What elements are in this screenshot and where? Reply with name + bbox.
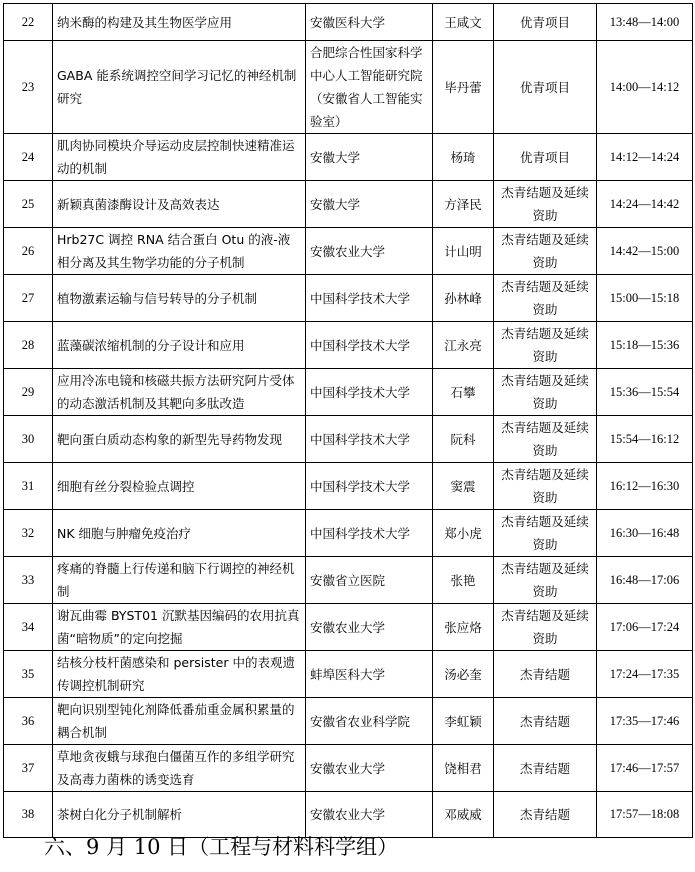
institution: 安徽医科大学: [306, 4, 433, 41]
project-title: 蓝藻碳浓缩机制的分子设计和应用: [53, 322, 306, 369]
table-row: [4, 369, 693, 416]
project-title: 纳米酶的构建及其生物医学应用: [53, 4, 306, 41]
table-row: [4, 41, 693, 134]
row-number: 25: [4, 181, 53, 228]
presenter-name: 石攀: [433, 369, 494, 416]
time-slot: 15:18—15:36: [597, 322, 693, 369]
table-row: [4, 698, 693, 745]
project-type: 杰青结题及延续资助: [494, 181, 597, 228]
project-type: 杰青结题: [494, 698, 597, 745]
project-type: 杰青结题: [494, 745, 597, 792]
row-number: 35: [4, 651, 53, 698]
presenter-name: 张艳: [433, 557, 494, 604]
table-row: [4, 134, 693, 181]
project-type: 杰青结题及延续资助: [494, 416, 597, 463]
project-title: 茶树白化分子机制解析: [53, 792, 306, 838]
table-row: [4, 604, 693, 651]
institution: 安徽农业大学: [306, 604, 433, 651]
time-slot: 17:24—17:35: [597, 651, 693, 698]
project-title: 植物激素运输与信号转导的分子机制: [53, 275, 306, 322]
row-number: 38: [4, 792, 53, 838]
row-number: 28: [4, 322, 53, 369]
time-slot: 16:48—17:06: [597, 557, 693, 604]
row-number: 24: [4, 134, 53, 181]
table-row: [4, 275, 693, 322]
row-number: 37: [4, 745, 53, 792]
presenter-name: 计山明: [433, 228, 494, 275]
institution: 中国科学技术大学: [306, 322, 433, 369]
row-number: 26: [4, 228, 53, 275]
row-number: 23: [4, 41, 53, 134]
institution: 安徽大学: [306, 134, 433, 181]
table-row: [4, 651, 693, 698]
presenter-name: 郑小虎: [433, 510, 494, 557]
institution: 中国科学技术大学: [306, 416, 433, 463]
institution: 安徽省立医院: [306, 557, 433, 604]
institution: 安徽省农业科学院: [306, 698, 433, 745]
institution: 中国科学技术大学: [306, 369, 433, 416]
project-title: 草地贪夜蛾与球孢白僵菌互作的多组学研究及高毒力菌株的诱变选育: [53, 745, 306, 792]
time-slot: 14:42—15:00: [597, 228, 693, 275]
project-title: 细胞有丝分裂检验点调控: [53, 463, 306, 510]
institution: 中国科学技术大学: [306, 275, 433, 322]
row-number: 27: [4, 275, 53, 322]
project-title: GABA 能系统调控空间学习记忆的神经机制研究: [53, 41, 306, 134]
presenter-name: 江永亮: [433, 322, 494, 369]
project-type: 杰青结题及延续资助: [494, 557, 597, 604]
project-title: Hrb27C 调控 RNA 结合蛋白 Otu 的液-液相分离及其生物学功能的分子机制: [53, 228, 306, 275]
project-title: 靶向识别型钝化剂降低番茄重金属积累量的耦合机制: [53, 698, 306, 745]
project-title: 结核分枝杆菌感染和 persister 中的表观遗传调控机制研究: [53, 651, 306, 698]
presenter-name: 方泽民: [433, 181, 494, 228]
presenter-name: 孙林峰: [433, 275, 494, 322]
row-number: 34: [4, 604, 53, 651]
time-slot: 14:00—14:12: [597, 41, 693, 134]
row-number: 32: [4, 510, 53, 557]
presenter-name: 王咸文: [433, 4, 494, 41]
schedule-table: [3, 3, 693, 838]
table-row: [4, 322, 693, 369]
institution: 安徽农业大学: [306, 228, 433, 275]
project-type: 优青项目: [494, 134, 597, 181]
row-number: 33: [4, 557, 53, 604]
project-type: 杰青结题及延续资助: [494, 228, 597, 275]
presenter-name: 邓威威: [433, 792, 494, 838]
project-title: 新颖真菌漆酶设计及高效表达: [53, 181, 306, 228]
project-title: 靶向蛋白质动态构象的新型先导药物发现: [53, 416, 306, 463]
presenter-name: 杨琦: [433, 134, 494, 181]
time-slot: 17:57—18:08: [597, 792, 693, 838]
presenter-name: 毕丹蕾: [433, 41, 494, 134]
presenter-name: 李虹颖: [433, 698, 494, 745]
time-slot: 14:24—14:42: [597, 181, 693, 228]
project-title: NK 细胞与肿瘤免疫治疗: [53, 510, 306, 557]
project-title: 应用冷冻电镜和核磁共振方法研究阿片受体的动态激活机制及其靶向多肽改造: [53, 369, 306, 416]
section-heading: 六、9 月 10 日（工程与材料科学组）: [44, 835, 399, 859]
table-row: [4, 181, 693, 228]
institution: 中国科学技术大学: [306, 510, 433, 557]
project-type: 杰青结题及延续资助: [494, 463, 597, 510]
presenter-name: 张应烙: [433, 604, 494, 651]
row-number: 22: [4, 4, 53, 41]
project-type: 优青项目: [494, 4, 597, 41]
row-number: 36: [4, 698, 53, 745]
project-type: 杰青结题及延续资助: [494, 369, 597, 416]
presenter-name: 饶相君: [433, 745, 494, 792]
time-slot: 15:00—15:18: [597, 275, 693, 322]
project-type: 优青项目: [494, 41, 597, 134]
time-slot: 17:35—17:46: [597, 698, 693, 745]
time-slot: 17:46—17:57: [597, 745, 693, 792]
table-row: [4, 463, 693, 510]
presenter-name: 汤必奎: [433, 651, 494, 698]
project-title: 肌肉协同模块介导运动皮层控制快速精准运动的机制: [53, 134, 306, 181]
project-title: 疼痛的脊髓上行传递和脑下行调控的神经机制: [53, 557, 306, 604]
project-type: 杰青结题及延续资助: [494, 275, 597, 322]
row-number: 30: [4, 416, 53, 463]
time-slot: 15:36—15:54: [597, 369, 693, 416]
project-type: 杰青结题: [494, 651, 597, 698]
project-type: 杰青结题及延续资助: [494, 322, 597, 369]
time-slot: 17:06—17:24: [597, 604, 693, 651]
time-slot: 13:48—14:00: [597, 4, 693, 41]
table-row: [4, 745, 693, 792]
presenter-name: 阮科: [433, 416, 494, 463]
table-row: [4, 4, 693, 41]
project-type: 杰青结题: [494, 792, 597, 838]
time-slot: 15:54—16:12: [597, 416, 693, 463]
project-type: 杰青结题及延续资助: [494, 510, 597, 557]
institution: 中国科学技术大学: [306, 463, 433, 510]
table-row: [4, 510, 693, 557]
table-row: [4, 557, 693, 604]
project-type: 杰青结题及延续资助: [494, 604, 597, 651]
table-row: [4, 416, 693, 463]
institution: 安徽大学: [306, 181, 433, 228]
project-title: 谢瓦曲霉 BYST01 沉默基因编码的农用抗真菌“暗物质”的定向挖掘: [53, 604, 306, 651]
table-row: [4, 228, 693, 275]
presenter-name: 窦震: [433, 463, 494, 510]
row-number: 29: [4, 369, 53, 416]
institution: 蚌埠医科大学: [306, 651, 433, 698]
institution: 安徽农业大学: [306, 792, 433, 838]
time-slot: 16:30—16:48: [597, 510, 693, 557]
institution: 安徽农业大学: [306, 745, 433, 792]
time-slot: 16:12—16:30: [597, 463, 693, 510]
institution: 合肥综合性国家科学中心人工智能研究院（安徽省人工智能实验室）: [306, 41, 433, 134]
row-number: 31: [4, 463, 53, 510]
schedule-rows: [4, 4, 693, 838]
time-slot: 14:12—14:24: [597, 134, 693, 181]
